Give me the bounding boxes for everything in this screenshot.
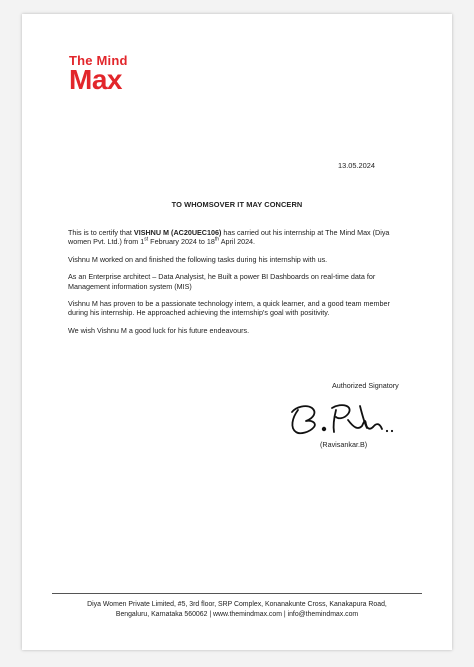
handwritten-signature [284, 398, 396, 438]
paragraph-wishes: We wish Vishnu M a good luck for his future endeavours. [68, 325, 250, 335]
intern-name-id: VISHNU M (AC20UEC106) [133, 228, 222, 237]
letter-date: 13.05.2024 [338, 161, 375, 170]
p1-sup-2: th [214, 237, 220, 244]
company-logo [69, 54, 128, 94]
p1-suffix: April 2024. [219, 237, 256, 247]
letter-body [68, 228, 400, 343]
letter-page [22, 14, 452, 650]
footer-address [22, 600, 452, 619]
footer-divider [52, 593, 422, 594]
paragraph-certification [68, 228, 400, 247]
footer-line-1: Diya Women Private Limited, #5, 3rd floor, SRP Complex, Konanakunte Cross, Kanakapura Road, [87, 601, 387, 608]
paragraph-role: As an Enterprise architect – Data Analysist, he Built a power BI Dashboards on real-time data for Management information system (MIS) [68, 272, 376, 291]
signer-name: (Ravisankar.B) [320, 440, 368, 449]
footer-line-2: Bengaluru, Karnataka 560062 | www.themindmax.com | info@themindmax.com [115, 610, 359, 618]
p1-middle: has carried out his internship at The Mind Max (Diya women Pvt. Ltd.) from 1 [68, 228, 390, 247]
p1-middle-2: February 2024 to 18 [148, 237, 215, 247]
logo-line-2: Max [69, 64, 122, 95]
paragraph-assessment: Vishnu M has proven to be a passionate technology intern, a quick learner, and a good team member during his internship. He approached achieving the internship's goal with positivity. [68, 299, 390, 318]
paragraph-tasks-intro: Vishnu M worked on and finished the following tasks during his internship with us. [68, 254, 328, 264]
letter-title: TO WHOMSOVER IT MAY CONCERN [171, 200, 303, 209]
p1-sup-1: st [144, 237, 149, 244]
logo-line-1: The Mind [69, 53, 128, 68]
p1-prefix: This is to certify that [68, 228, 134, 237]
signatory-label: Authorized Signatory [332, 381, 399, 390]
